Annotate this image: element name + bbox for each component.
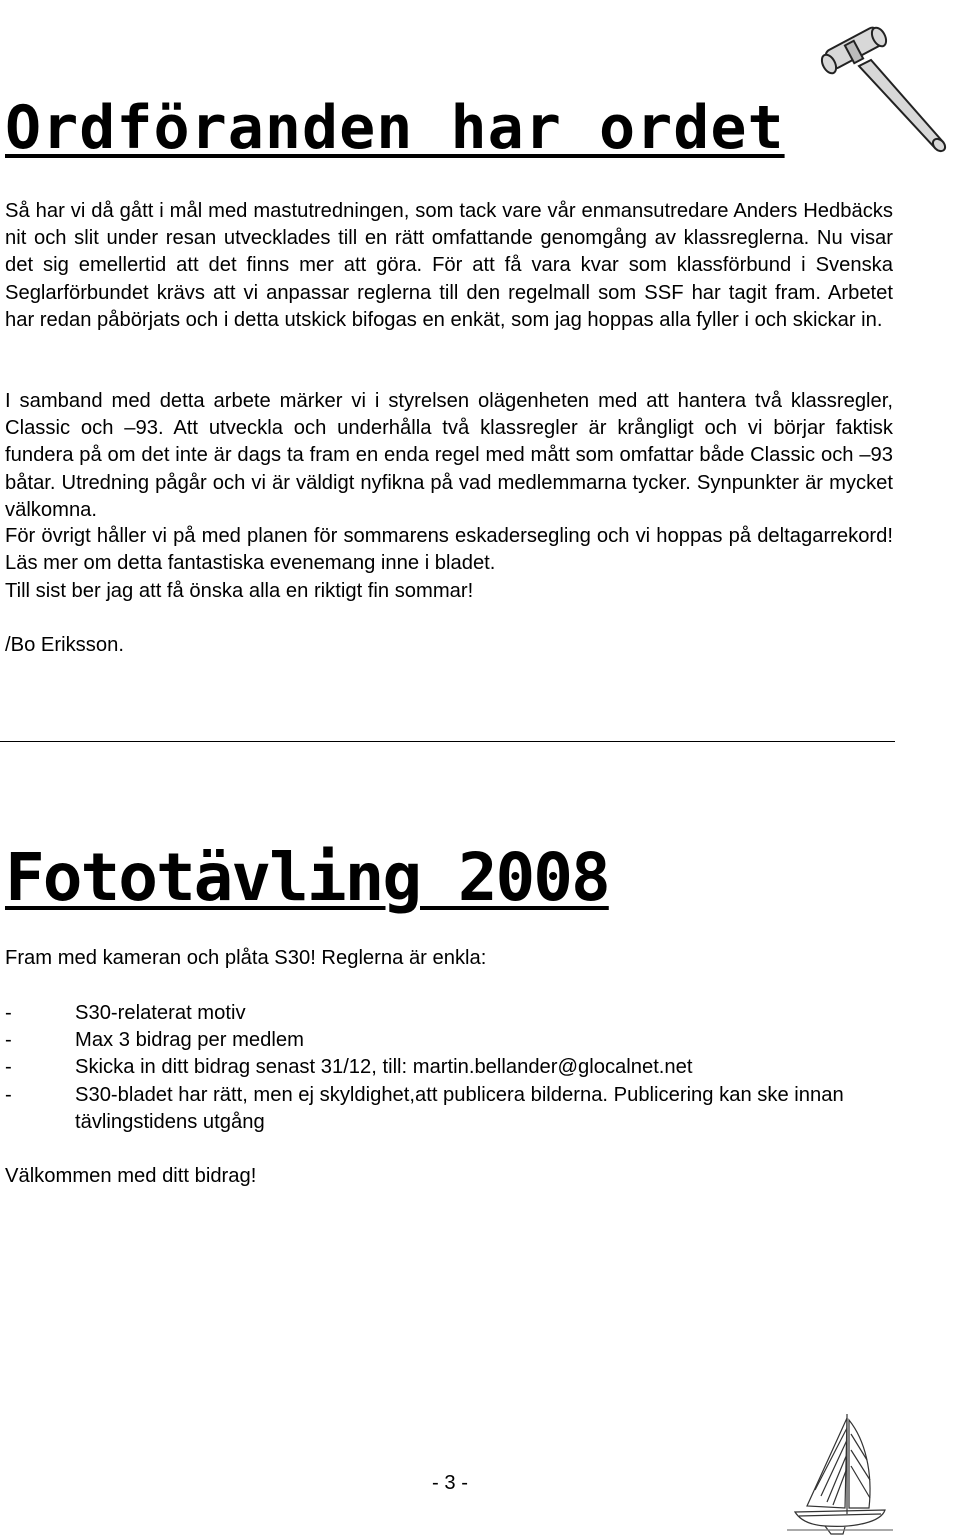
page-number: - 3 - bbox=[432, 1472, 468, 1494]
list-item bbox=[5, 1027, 905, 1054]
list-dash: - bbox=[5, 1029, 12, 1052]
list-dash: - bbox=[5, 1056, 12, 1079]
section-title-chairman: Ordföranden har ordet bbox=[5, 93, 785, 163]
sailboat-icon bbox=[785, 1410, 895, 1535]
rule-text: Max 3 bidrag per medlem bbox=[75, 1029, 304, 1052]
paragraph: Så har vi då gått i mål med mastutredningen, som tack vare vår enmansutredare Anders Hedbäcks nit och slit under resan utvecklades till en rätt omfattande genomgång av klassreglerna. Nu visar det sig emellertid att det finns mer att göra. För att få vara kvar som klassförbund i Svenska Seglarförbundet krävs att vi anpassar reglerna till den regelmall som SSF har tagit fram. Arbetet har redan påbörjats och i detta utskick bifogas en enkät, som jag hoppas alla fyller i och skickar in. bbox=[5, 200, 893, 331]
paragraph: Till sist ber jag att få önska alla en riktigt fin sommar! bbox=[5, 580, 474, 602]
rule-text: S30-relaterat motiv bbox=[75, 1002, 246, 1024]
list-dash: - bbox=[5, 1002, 12, 1024]
section-title-photo-contest: Fototävling 2008 bbox=[5, 839, 609, 916]
closing-text: Välkommen med ditt bidrag! bbox=[5, 1165, 257, 1187]
gavel-icon bbox=[815, 18, 955, 158]
list-item bbox=[5, 1082, 905, 1136]
signature: /Bo Eriksson. bbox=[5, 634, 124, 656]
rule-text: S30-bladet har rätt, men ej skyldighet,att publicera bilderna. Publicering kan ske innan tävlingstidens utgång bbox=[75, 1083, 844, 1133]
list-item bbox=[5, 1054, 905, 1081]
rules-list bbox=[5, 1000, 905, 1136]
list-item bbox=[5, 1000, 905, 1027]
section-divider bbox=[0, 741, 895, 742]
list-dash: - bbox=[5, 1083, 12, 1106]
paragraph: För övrigt håller vi på med planen för sommarens eskadersegling och vi hoppas på deltagarrekord! Läs mer om detta fantastiska evenemang inne i bladet. bbox=[5, 525, 893, 575]
paragraph: I samband med detta arbete märker vi i styrelsen olägenheten med att hantera två klassregler, Classic och –93. Att utveckla och underhålla två klassregler är krångligt och vi börjar faktisk fundera på om det inte är dags ta fram en enda regel med mått som omfattar både Classic och –93 båtar. Utredning pågår och vi är väldigt nyfikna på vad medlemmarna tycker. Synpunkter är mycket välkomna. bbox=[5, 390, 893, 521]
contest-intro: Fram med kameran och plåta S30! Reglerna är enkla: bbox=[5, 947, 487, 969]
rule-text: Skicka in ditt bidrag senast 31/12, till: martin.bellander@glocalnet.net bbox=[75, 1056, 693, 1079]
